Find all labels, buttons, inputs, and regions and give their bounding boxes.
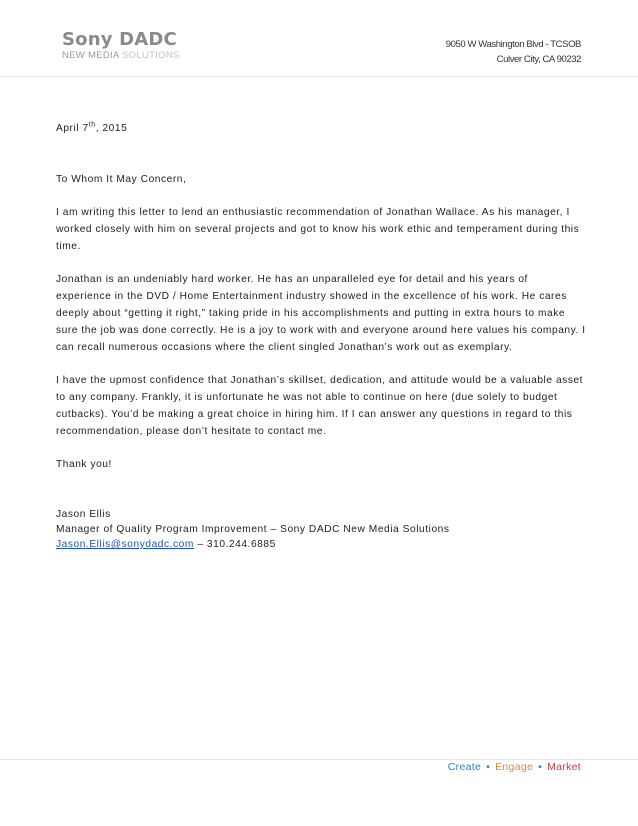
header-divider bbox=[0, 76, 638, 77]
date-prefix: April 7 bbox=[56, 123, 89, 134]
signer-contact bbox=[56, 537, 586, 552]
phone-separator: – bbox=[193, 539, 207, 550]
email-link[interactable]: Jason.Ellis@sonydadc.com bbox=[56, 539, 194, 550]
signer-name: Jason Ellis bbox=[56, 509, 111, 520]
date-suffix: , 2015 bbox=[95, 123, 128, 134]
tagline-create: Create bbox=[447, 761, 482, 773]
company-address bbox=[446, 37, 581, 67]
phone-number: 310.244.6885 bbox=[206, 539, 276, 550]
tagline-engage: Engage bbox=[495, 761, 534, 773]
signature-block bbox=[56, 507, 586, 552]
bullet-icon: • bbox=[538, 761, 543, 773]
footer-divider bbox=[0, 759, 638, 760]
logo-sub-dark: NEW MEDIA bbox=[62, 50, 120, 61]
logo-brand: Sony DADC bbox=[62, 29, 177, 50]
letter-date bbox=[56, 120, 586, 137]
company-logo bbox=[62, 30, 180, 62]
letter-body bbox=[56, 120, 586, 552]
tagline-market: Market bbox=[547, 761, 581, 773]
paragraph-1: I am writing this letter to lend an enthusiastic recommendation of Jonathan Wallace. As his manager, I worked closely with him on several projects and got to know his work ethic and temperament during this time. bbox=[56, 207, 580, 252]
address-line-2: Culver City, CA 90232 bbox=[496, 54, 581, 65]
footer-tagline bbox=[448, 761, 581, 773]
paragraph-3: I have the upmost confidence that Jonathan’s skillset, dedication, and attitude would be a valuable asset to any company. Frankly, it is unfortunate he was not able to continue on here (due solely to budget cutbacks). You’d be making a great choice in hiring him. If I can answer any questions in regard to this recommendation, please don’t hesitate to contact me. bbox=[56, 375, 584, 437]
bullet-icon: • bbox=[486, 761, 491, 773]
logo-sub-light: SOLUTIONS bbox=[122, 50, 180, 61]
salutation: To Whom It May Concern, bbox=[56, 174, 187, 185]
signer-title: Manager of Quality Program Improvement – Sony DADC New Media Solutions bbox=[56, 524, 450, 535]
address-line-1: 9050 W Washington Blvd - TCSOB bbox=[445, 39, 581, 50]
closing: Thank you! bbox=[56, 459, 112, 470]
logo-subtitle bbox=[62, 50, 180, 62]
date-ordinal: th bbox=[88, 121, 96, 129]
paragraph-2: Jonathan is an undeniably hard worker. He has an unparalleled eye for detail and his years of experience in the DVD / Home Entertainment industry showed in the excellence of his work. He cares deeply about “getting it right,” taking pride in his accomplishments and putting in extra hours to make sure the job was done correctly. He is a joy to work with and everyone around here values his company. I can recall numerous occasions where the client singled Jonathan’s work out as exemplary. bbox=[56, 274, 586, 353]
